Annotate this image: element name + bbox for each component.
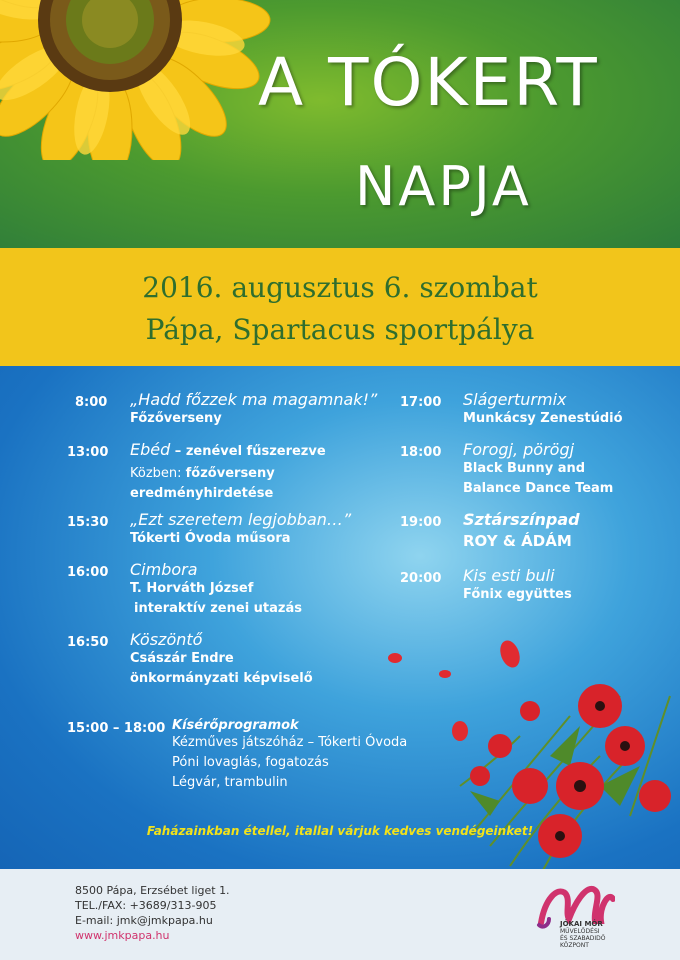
event-title: Kis esti buli	[463, 566, 555, 585]
event-1650	[130, 630, 313, 689]
event-1530	[130, 510, 351, 549]
side-programs-title: Kísérőprogramok	[172, 718, 299, 733]
event-1700	[463, 390, 623, 429]
event-date: 2016. augusztus 6. szombat	[142, 271, 538, 304]
event-detail-bold: főzőverseny	[185, 466, 275, 481]
event-title: Cimbora	[130, 560, 198, 579]
page-subtitle: NAPJA	[355, 155, 532, 218]
event-detail: ROY & ÁDÁM	[463, 532, 572, 550]
event-detail: Főnix együttes	[463, 587, 572, 602]
program-section	[0, 366, 680, 869]
event-detail: T. Horváth József	[130, 581, 254, 596]
logo-name: JÓKAI MÓR	[560, 920, 603, 928]
time-1900: 19:00	[400, 515, 442, 530]
logo-text	[560, 921, 605, 949]
event-1800	[463, 440, 613, 499]
side-program-item: Póni lovaglás, fogatozás	[172, 755, 329, 770]
event-detail: Tókerti Óvoda műsora	[130, 531, 291, 546]
time-1800: 18:00	[400, 445, 442, 460]
time-2000: 20:00	[400, 571, 442, 586]
contact-block	[75, 883, 230, 943]
email[interactable]: E-mail: jmk@jmkpapa.hu	[75, 914, 213, 927]
time-0800: 8:00	[75, 395, 108, 410]
event-title: Slágerturmix	[463, 390, 567, 409]
side-programs	[172, 718, 407, 793]
event-detail: eredményhirdetése	[130, 486, 274, 501]
footer-note: Faházainkban étellel, itallal várjuk kedves vendégeinket!	[146, 824, 534, 838]
event-detail: Balance Dance Team	[463, 481, 614, 496]
event-venue: Pápa, Spartacus sportpálya	[145, 313, 535, 346]
side-program-item: Légvár, trambulin	[172, 775, 288, 790]
page-title: A TÓKERT	[258, 44, 599, 121]
side-program-item: Kézműves játszóház – Tókerti Óvoda	[172, 735, 408, 750]
time-1700: 17:00	[400, 395, 442, 410]
event-1300	[130, 440, 326, 504]
event-detail: Black Bunny and	[463, 461, 586, 476]
event-title-suffix: – zenével fűszerezve	[170, 444, 326, 459]
event-0800	[130, 390, 377, 429]
phone: TEL./FAX: +3689/313-905	[75, 899, 217, 912]
time-1530: 15:30	[67, 515, 109, 530]
sunflower-icon	[0, 0, 300, 160]
logo-sub: KÖZPONT	[560, 942, 589, 949]
event-1600	[130, 560, 302, 619]
footer	[0, 869, 680, 960]
time-1600: 16:00	[67, 565, 109, 580]
event-title: Sztárszínpad	[463, 510, 580, 529]
header-banner	[0, 0, 680, 248]
time-1300: 13:00	[67, 445, 109, 460]
event-detail: önkormányzati képviselő	[130, 671, 313, 686]
event-detail: interaktív zenei utazás	[134, 601, 302, 616]
event-title: „Ezt szeretem legjobban…”	[130, 510, 352, 529]
event-detail: Főzőverseny	[130, 411, 222, 426]
event-1900	[463, 510, 580, 550]
side-programs-time: 15:00 – 18:00	[67, 721, 166, 736]
time-1650: 16:50	[67, 635, 109, 650]
address: 8500 Pápa, Erzsébet liget 1.	[75, 884, 230, 897]
logo-sub: ÉS SZABADIDŐ	[560, 935, 606, 942]
event-detail: Császár Endre	[130, 651, 234, 666]
website-link[interactable]: www.jmkpapa.hu	[75, 929, 170, 942]
event-2000	[463, 566, 572, 605]
event-detail: Munkácsy Zenestúdió	[463, 411, 623, 426]
event-title: Köszöntő	[130, 630, 203, 649]
event-title: „Hadd főzzek ma magamnak!”	[130, 390, 378, 409]
logo-sub: MŰVELŐDÉSI	[560, 928, 600, 935]
date-venue-band	[0, 248, 680, 366]
event-title: Forogj, pörögj	[463, 440, 575, 459]
event-detail-prefix: Közben:	[130, 466, 186, 481]
event-title: Ebéd	[130, 440, 171, 459]
